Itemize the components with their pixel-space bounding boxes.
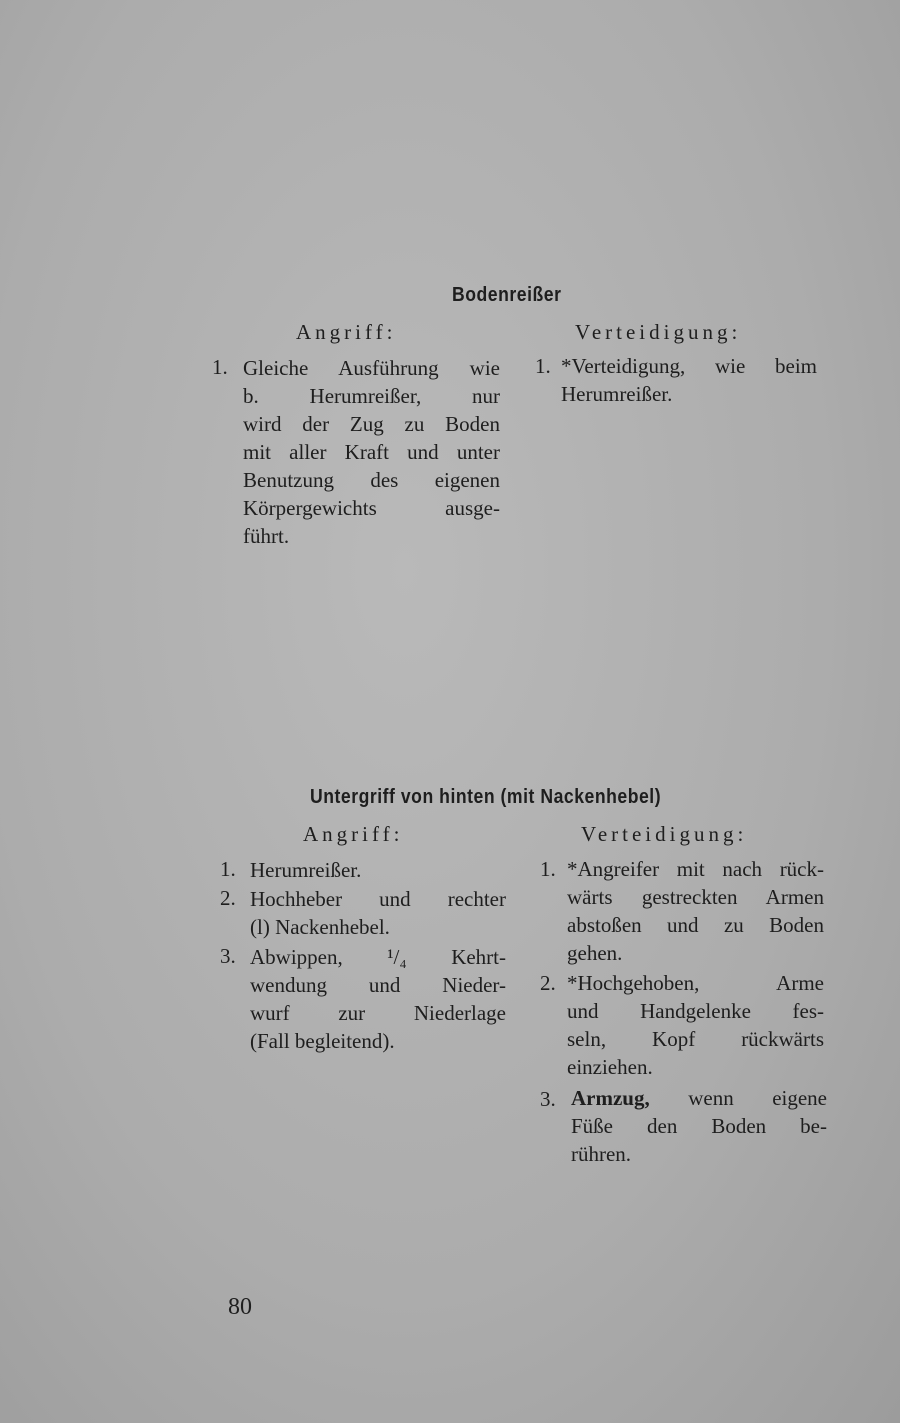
- text-line: einziehen.: [567, 1055, 653, 1079]
- text-line: Gleiche Ausführung wie: [243, 356, 500, 380]
- defense-item-2: [567, 969, 824, 1081]
- text-line: wärts gestreckten Armen: [567, 885, 824, 909]
- list-item-number: 2.: [540, 971, 556, 995]
- attack-item-2: [250, 885, 506, 941]
- text-line: (Fall begleitend).: [250, 1029, 395, 1053]
- text-line: *Verteidigung, wie beim: [561, 354, 817, 378]
- section-title-untergriff: Untergriff von hinten (mit Nackenhebel): [310, 786, 662, 808]
- list-item-number: 3.: [220, 944, 236, 968]
- text-line: wurf zur Niederlage: [250, 1001, 506, 1025]
- text-line: Benutzung des eigenen: [243, 468, 500, 492]
- attack-item-3: [250, 943, 506, 1055]
- text-line: *Hochgehoben, Arme: [567, 971, 824, 995]
- text-line: abstoßen und zu Boden: [567, 913, 824, 937]
- defense-heading: Verteidigung:: [581, 822, 748, 846]
- defense-item-1: [567, 855, 824, 967]
- bold-lead-term: Armzug,: [571, 1086, 650, 1110]
- defense-heading: Verteidigung:: [575, 320, 742, 344]
- defense-item-1: [561, 352, 817, 408]
- text-line: führt.: [243, 524, 290, 548]
- list-item-number: 1.: [540, 857, 556, 881]
- attack-heading: Angriff:: [296, 320, 397, 344]
- text-line: mit aller Kraft und unter: [243, 440, 500, 464]
- text-line: wird der Zug zu Boden: [243, 412, 500, 436]
- text-line: b. Herumreißer, nur: [243, 384, 500, 408]
- list-item-number: 1.: [220, 857, 236, 881]
- text-line: wendung und Nieder-: [250, 973, 506, 997]
- text-line: Hochheber und rechter: [250, 887, 506, 911]
- attack-heading: Angriff:: [303, 822, 404, 846]
- text-line: Abwippen, ¹/₄ Kehrt-: [250, 945, 506, 969]
- list-item-number: 1.: [535, 354, 551, 378]
- section-title-bodenreisser: Bodenreißer: [452, 284, 562, 306]
- list-item-number: 3.: [540, 1087, 556, 1111]
- text-line: Herumreißer.: [561, 382, 673, 406]
- defense-item-3: [571, 1084, 827, 1168]
- list-item-number: 1.: [212, 355, 228, 379]
- attack-item-1: [250, 856, 506, 884]
- text-line: rühren.: [571, 1142, 632, 1166]
- text-line: und Handgelenke fes-: [567, 999, 824, 1023]
- text-line: [571, 1084, 827, 1112]
- text-line: Füße den Boden be-: [571, 1114, 827, 1138]
- list-item-number: 2.: [220, 886, 236, 910]
- text-line: Herumreißer.: [250, 858, 362, 882]
- text-line: (l) Nackenhebel.: [250, 915, 390, 939]
- text-line: *Angreifer mit nach rück-: [567, 857, 824, 881]
- text-fragment: wenn eigene: [649, 1086, 827, 1110]
- attack-item-1: [243, 354, 500, 550]
- text-line: seln, Kopf rückwärts: [567, 1027, 824, 1051]
- page-number: 80: [228, 1294, 252, 1320]
- text-line: gehen.: [567, 941, 623, 965]
- text-line: Körpergewichts ausge-: [243, 496, 500, 520]
